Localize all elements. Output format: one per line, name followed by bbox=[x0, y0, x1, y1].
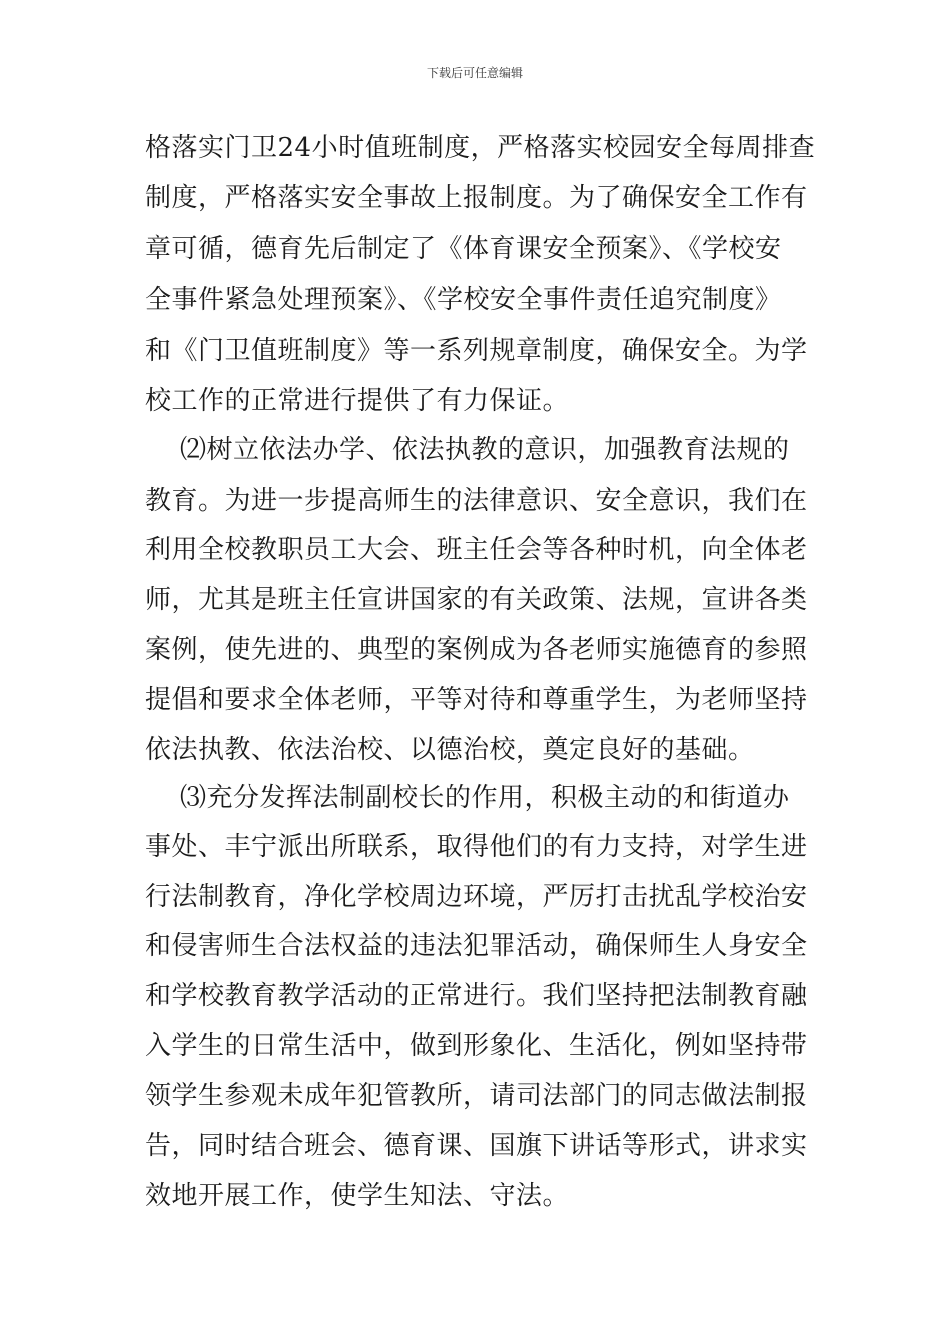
text-line: 提倡和要求全体老师，平等对待和尊重学生，为老师坚持 bbox=[145, 685, 808, 715]
text-line: ⑶充分发挥法制副校长的作用，积极主动的和街道办 bbox=[145, 783, 790, 813]
text-line: 告，同时结合班会、德育课、国旗下讲话等形式，讲求实 bbox=[145, 1131, 808, 1161]
text-line: 全事件紧急处理预案》、《学校安全事件责任追究制度》 bbox=[145, 285, 782, 315]
text-line: 领学生参观未成年犯管教所，请司法部门的同志做法制报 bbox=[145, 1081, 808, 1111]
text-line: 入学生的日常生活中，做到形象化、生活化，例如坚持带 bbox=[145, 1031, 808, 1061]
text-line: 制度，严格落实安全事故上报制度。为了确保安全工作有 bbox=[145, 183, 808, 213]
text-line: ⑵树立依法办学、依法执教的意识，加强教育法规的 bbox=[145, 435, 790, 465]
text-line: 校工作的正常进行提供了有力保证。 bbox=[145, 386, 570, 416]
text-line: 依法执教、依法治校、以德治校，奠定良好的基础。 bbox=[145, 735, 755, 765]
text-line: 利用全校教职员工大会、班主任会等各种时机，向全体老 bbox=[145, 535, 808, 565]
text-line: 事处、丰宁派出所联系，取得他们的有力支持，对学生进 bbox=[145, 832, 808, 862]
text-line: 章可循，德育先后制定了《体育课安全预案》、《学校安 bbox=[145, 234, 782, 264]
text-line: 和学校教育教学活动的正常进行。我们坚持把法制教育融 bbox=[145, 981, 808, 1011]
page-header: 下载后可任意编辑 bbox=[426, 66, 523, 80]
text-line: 教育。为进一步提高师生的法律意识、安全意识，我们在 bbox=[145, 486, 808, 516]
text-line: 和侵害师生合法权益的违法犯罪活动，确保师生人身安全 bbox=[145, 931, 808, 961]
text-line: 师，尤其是班主任宣讲国家的有关政策、法规，宣讲各类 bbox=[145, 585, 808, 615]
text-line: 和《门卫值班制度》等一系列规章制度，确保安全。为学 bbox=[145, 336, 808, 366]
text-line: 效地开展工作，使学生知法、守法。 bbox=[145, 1181, 570, 1211]
text-line: 格落实门卫24小时值班制度，严格落实校园安全每周排查 bbox=[145, 133, 816, 163]
text-line: 案例，使先进的、典型的案例成为各老师实施德育的参照 bbox=[145, 635, 808, 665]
text-line: 行法制教育，净化学校周边环境，严厉打击扰乱学校治安 bbox=[145, 882, 808, 912]
